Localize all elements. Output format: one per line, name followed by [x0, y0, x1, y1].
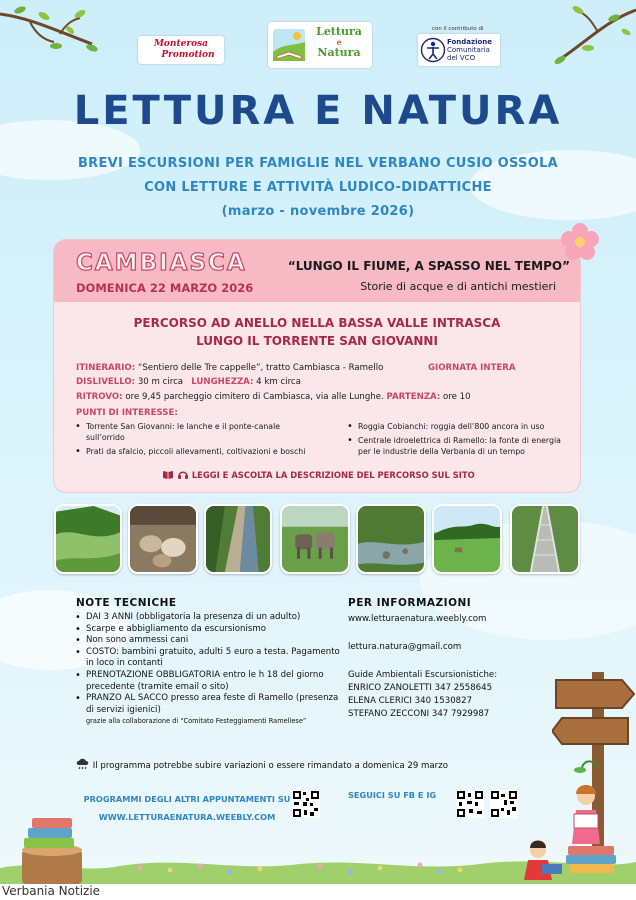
event-place: CAMBIASCA — [76, 250, 247, 276]
pranzo-text: PRANZO AL SACCO presso area feste di Ramello (presenza di servizi igienici) — [86, 693, 339, 715]
guide-contact: ELENA CLERICI 340 1530827 — [348, 696, 473, 706]
programmi-line1: PROGRAMMI DEGLI ALTRI APPUNTAMENTI SU — [83, 794, 291, 804]
punti-left-list — [74, 421, 314, 460]
note-tecniche-title: NOTE TECNICHE — [76, 597, 177, 609]
list-item: • Scarpe e abbigliamento da escursionismo — [74, 624, 344, 636]
list-item: • COSTO: bambini gratuito, adulti 5 euro a testa. Pagamento in loco in contanti — [74, 647, 344, 670]
headphones-icon — [177, 469, 189, 479]
book-landscape-icon — [272, 28, 306, 62]
informazioni-title: PER INFORMAZIONI — [348, 597, 472, 609]
event-theme-sub: Storie di acque e di antichi mestieri — [360, 280, 556, 293]
fondazione-line1: Fondazione — [447, 38, 493, 46]
leggi-link[interactable] — [162, 469, 475, 480]
itinerario-value: “Sentiero delle Tre cappelle”, tratto Cambiasca - Ramello — [137, 363, 384, 373]
monterosa-logo-line2: Promotion — [161, 50, 215, 60]
variazioni-note — [76, 758, 448, 771]
fondazione-line3: del VCO — [447, 54, 476, 62]
photo-river — [356, 504, 426, 574]
page-title: LETTURA E NATURA — [73, 88, 563, 134]
list-item — [74, 693, 344, 726]
fondazione-logo-text — [447, 38, 492, 62]
itinerario-row — [76, 363, 383, 373]
ritrovo-label: RITROVO: — [76, 392, 123, 402]
seguici-label: SEGUICI SU FB E IG — [348, 790, 437, 800]
list-item: • Centrale idroelettrica di Ramello: la fonte di energia per le industrie della Verbania di un tempo — [346, 435, 574, 457]
event-card — [54, 240, 580, 492]
note-tecniche-list — [74, 612, 344, 726]
dislivello-value: 30 m circa — [137, 377, 184, 387]
lettura-logo-line2: Natura — [317, 46, 361, 59]
giornata-label: GIORNATA INTERA — [428, 363, 516, 373]
books-stump-icon — [14, 800, 104, 884]
website-link[interactable]: www.letturaenatura.weebly.com — [348, 614, 487, 624]
photo-bridge — [510, 504, 580, 574]
event-date: DOMENICA 22 MARZO 2026 — [76, 281, 254, 295]
subtitle-line2: CON LETTURE E ATTIVITÀ LUDICO-DIDATTICHE — [144, 180, 492, 195]
list-item: • Roggia Cobianchi: roggia dell’800 ancora in uso — [346, 421, 574, 432]
ritrovo-row — [76, 392, 471, 402]
lettura-natura-logo-text — [308, 26, 370, 59]
lettura-logo-e: e — [336, 37, 342, 47]
fondazione-logo — [418, 34, 500, 66]
branch-right-icon — [548, 0, 636, 70]
lettura-natura-logo — [268, 22, 372, 68]
route-line1: PERCORSO AD ANELLO NELLA BASSA VALLE INTRASCA — [133, 316, 501, 330]
partenza-label: PARTENZA: — [386, 392, 441, 402]
subtitle-dates: (marzo - novembre 2026) — [221, 204, 415, 219]
monterosa-logo-line1: Monterosa — [153, 39, 209, 49]
book-icon — [162, 469, 174, 479]
lunghezza-value: 4 km circa — [256, 377, 301, 387]
subtitle-line1: BREVI ESCURSIONI PER FAMIGLIE NEL VERBANO CUSIO OSSOLA — [77, 156, 559, 171]
guides-title: Guide Ambientali Escursionistiche: — [348, 670, 498, 680]
programmi-site-link[interactable]: WWW.LETTURAENATURA.WEEBLY.COM — [98, 812, 276, 822]
punti-right-list — [346, 421, 574, 460]
list-item: • Prati da sfalcio, piccoli allevamenti, coltivazioni e boschi — [74, 446, 314, 457]
monterosa-logo — [138, 36, 224, 64]
list-item: • PRENOTAZIONE OBBLIGATORIA entro le h 18 del giorno precedente (tramite email o sito) — [74, 670, 344, 693]
guide-contact: ENRICO ZANOLETTI 347 2558645 — [348, 683, 493, 693]
branch-left-icon — [0, 0, 100, 70]
rain-cloud-icon — [76, 758, 90, 770]
lettura-logo-line1: Lettura — [316, 25, 362, 38]
kids-reading-icon — [518, 780, 622, 884]
photo-river-bank — [54, 504, 122, 574]
dislivello-row — [76, 377, 301, 387]
email-link[interactable]: lettura.natura@gmail.com — [348, 642, 462, 652]
qr-code-icon[interactable] — [292, 790, 320, 818]
list-item: • DAI 3 ANNI (obbligatoria la presenza di un adulto) — [74, 612, 344, 624]
contributo-label: con il contributo di — [432, 26, 484, 32]
punti-interesse-label: PUNTI DI INTERESSE: — [76, 408, 178, 418]
programmi-block — [82, 790, 292, 826]
guide-contact: STEFANO ZECCONI 347 7929987 — [348, 709, 490, 719]
itinerario-label: ITINERARIO: — [76, 363, 136, 373]
pranzo-sub: grazie alla collaborazione di “Comitato Festeggiamenti Ramellese” — [86, 717, 307, 726]
fondazione-line2: Comunitaria — [447, 46, 490, 54]
lunghezza-label: LUNGHEZZA: — [191, 377, 254, 387]
event-theme: “LUNGO IL FIUME, A SPASSO NEL TEMPO” — [287, 259, 570, 273]
qr-code-facebook-icon[interactable] — [456, 790, 484, 818]
partenza-value: ore 10 — [443, 392, 471, 402]
photo-canal-path — [204, 504, 272, 574]
list-item: • Non sono ammessi cani — [74, 635, 344, 647]
variazioni-text: Il programma potrebbe subire variazioni o essere rimandato a domenica 29 marzo — [92, 761, 448, 771]
photo-goats — [128, 504, 198, 574]
fondazione-figure-icon — [420, 37, 446, 63]
credit-caption: Verbania Notizie — [2, 884, 101, 898]
list-item: • Torrente San Giovanni: le lanche e il ponte-canale sull’orrido — [74, 421, 314, 443]
ritrovo-value: ore 9,45 parcheggio cimitero di Cambiasca, via alle Lunghe. — [125, 392, 384, 402]
qr-code-instagram-icon[interactable] — [490, 790, 518, 818]
photo-meadow — [432, 504, 502, 574]
photo-donkeys — [280, 504, 350, 574]
leggi-text: LEGGI E ASCOLTA LA DESCRIZIONE DEL PERCORSO SUL SITO — [191, 470, 475, 480]
flower-icon — [560, 222, 600, 262]
dislivello-label: DISLIVELLO: — [76, 377, 136, 387]
route-line2: LUNGO IL TORRENTE SAN GIOVANNI — [196, 334, 438, 348]
